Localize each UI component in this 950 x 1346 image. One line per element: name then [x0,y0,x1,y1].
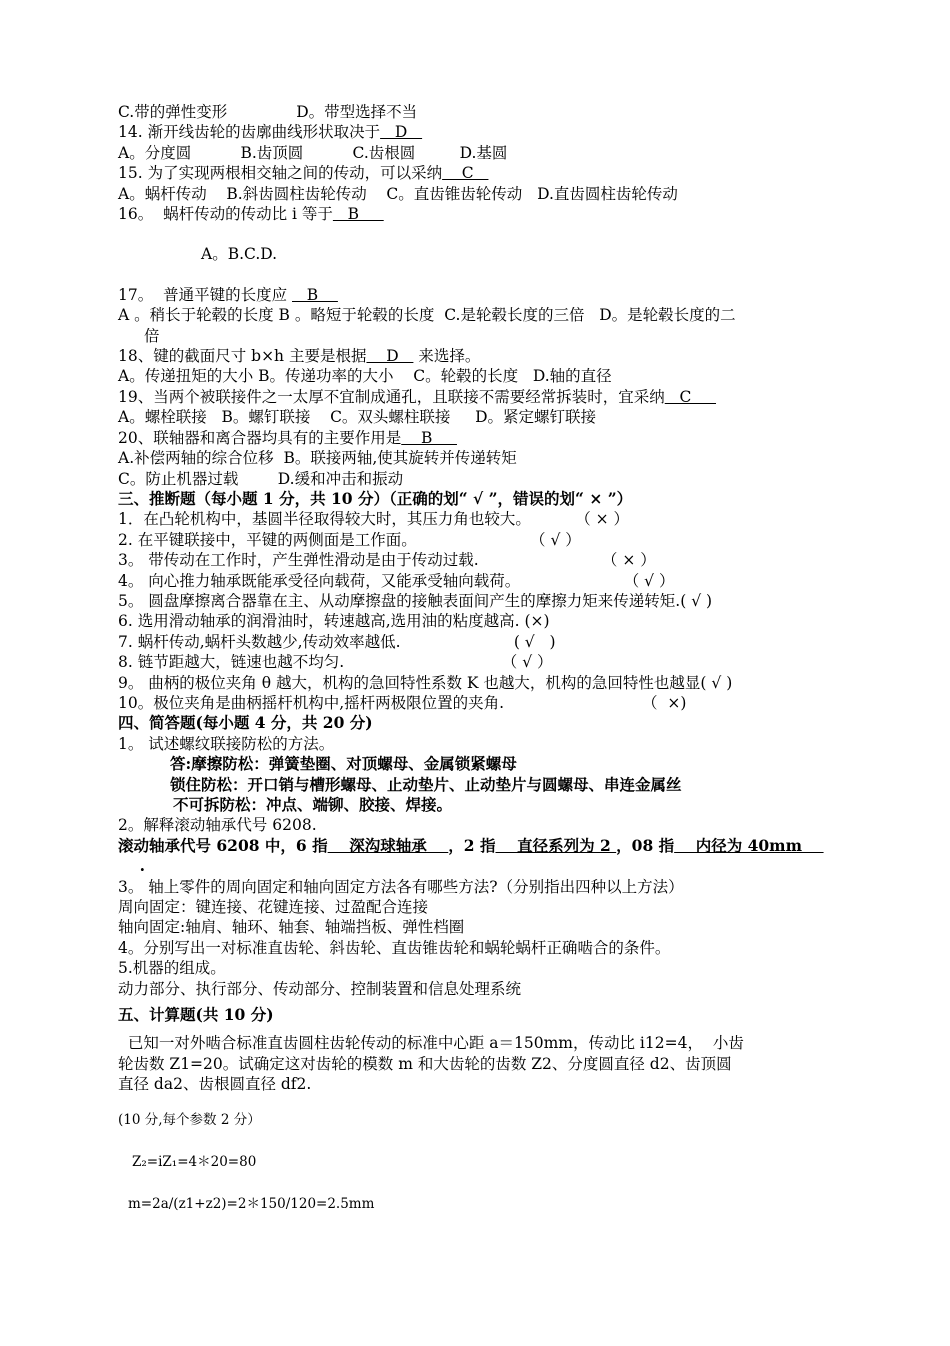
question-19: 19、当两个被联接件之一太厚不宜制成通孔，且联接不需要经常拆装时，宜采纳 C [118,387,717,406]
question-17: 17。 普通平键的长度应 B [118,285,338,304]
answer-blank: 深沟球轴承 [327,835,449,855]
options-20-a: A.补偿两轴的综合位移 B。联接两轴,使其旋转并传递转矩 [118,449,517,468]
judge-10: 10。极位夹角是曲柄摇杆机构中,摇杆两极限位置的夹角. （ ×) [118,693,687,712]
short-q1: 1。 试述螺纹联接防松的方法。 [118,734,335,753]
calc-step-m: m=2a/(z1+z2)=2＊150/120=2.5mm [128,1195,375,1212]
question-18: 18、键的截面尺寸 b×h 主要是根据 D 来选择。 [118,347,481,366]
options-16: A。B.C.D. [201,245,278,264]
options-19: A。螺栓联接 B。螺钉联接 C。双头螺柱联接 D。紧定螺钉联接 [118,408,596,427]
section-5-heading: 五、计算题(共 10 分) [118,1005,274,1025]
answer-blank: C [664,387,717,406]
short-q2: 2。解释滚动轴承代号 6208. [118,816,317,835]
question-20: 20、联轴器和离合器均具有的主要作用是 B [118,428,457,447]
document-page [118,102,838,1213]
question-16: 16。 蜗杆传动的传动比 i 等于 B [118,205,384,224]
calc-problem-line3: 直径 da2、齿根圆直径 df2. [118,1075,312,1094]
answer-blank: C [442,164,489,183]
judge-6: 6. 选用滑动轴承的润滑油时，转速越高,选用油的粘度越高. (×) [118,612,550,631]
answer-blank: 直径系列为 2 [495,835,617,855]
judge-8: 8. 链节距越大，链速也越不均匀. （ √ ） [118,653,553,672]
options-15: A。蜗杆传动 B.斜齿圆柱齿轮传动 C。直齿锥齿轮传动 D.直齿圆柱齿轮传动 [118,184,678,203]
answer-1-line3: 不可拆防松：冲点、端铆、胶接、焊接。 [173,795,453,814]
options-18: A。传递扭矩的大小 B。传递功率的大小 C。轮毂的长度 D.轴的直径 [118,367,612,386]
answer-3-line1: 周向固定：键连接、花键连接、过盈配合连接 [118,898,429,917]
answer-blank: 内径为 40mm [674,835,824,855]
options-14: A。分度圆 B.齿顶圆 C.齿根圆 D.基圆 [118,143,508,162]
answer-blank: D [380,123,423,142]
answer-2-cont: . [118,856,145,876]
answer-3-line2: 轴向固定:轴肩、轴环、轴套、轴端挡板、弹性档圈 [118,918,465,937]
calc-step-z2: Z₂=iZ₁=4＊20=80 [132,1153,257,1170]
short-q3: 3。 轴上零件的周向固定和轴向固定方法各有哪些方法?（分别指出四种以上方法） [118,877,684,896]
answer-2: 滚动轴承代号 6208 中，6 指 深沟球轴承 ，2 指 直径系列为 2 ，08 指 内径为 40mm [118,835,824,855]
options-17-cont: 倍 [144,326,160,345]
answer-blank: B [332,205,384,224]
judge-5: 5。 圆盘摩擦离合器靠在主、从动摩擦盘的接触表面间产生的摩擦力矩来传递转矩.( √ ) [118,591,713,610]
question-15: 15. 为了实现两根相交轴之间的传动，可以采纳 C [118,164,489,183]
answer-blank: D [366,347,414,366]
calc-problem-line2: 轮齿数 Z1=20。试确定这对齿轮的模数 m 和大齿轮的齿数 Z2、分度圆直径 d2、齿顶圆 [118,1054,732,1073]
answer-5: 动力部分、执行部分、传动部分、控制装置和信息处理系统 [118,979,522,998]
options-20-b: C。防止机器过载 D.缓和冲击和振动 [118,469,404,488]
judge-9: 9。 曲柄的极位夹角 θ 越大，机构的急回特性系数 K 也越大，机构的急回特性也越显( √ ) [118,673,733,692]
answer-1-line2: 锁住防松：开口销与槽形螺母、止动垫片、止动垫片与圆螺母、串连金属丝 [170,774,682,794]
judge-4: 4。 向心推力轴承既能承受径向载荷，又能承受轴向载荷。 （ √ ） [118,571,675,590]
section-4-heading: 四、简答题(每小题 4 分，共 20 分) [118,713,373,733]
section-3-heading: 三、推断题（每小题 1 分，共 10 分）（正确的划“ √ ”，错误的划“ × ”） [118,488,633,508]
answer-blank: B [401,428,457,447]
short-q4: 4。分别写出一对标准直齿轮、斜齿轮、直齿锥齿轮和蜗轮蜗杆正确啮合的条件。 [118,938,671,957]
judge-2: 2. 在平键联接中，平键的两侧面是工作面。 （ √ ） [118,530,581,549]
short-q5: 5.机器的组成。 [118,959,226,978]
answer-1-line1: 答:摩擦防松：弹簧垫圈、对顶螺母、金属锁紧螺母 [170,754,517,774]
answer-blank: B [292,285,338,304]
judge-1: 1．在凸轮机构中，基圆半径取得较大时，其压力角也较大。 （ × ） [118,510,630,529]
calc-score-note: (10 分,每个参数 2 分） [118,1111,261,1128]
question-14: 14. 渐开线齿轮的齿廓曲线形状取决于 D [118,123,423,142]
judge-7: 7. 蜗杆传动,蜗杆头数越少,传动效率越低. ( √ ) [118,632,556,651]
option-line: C.带的弹性变形 D。带型选择不当 [118,103,418,121]
options-17: A 。稍长于轮毂的长度 B 。略短于轮毂的长度 C.是轮毂长度的三倍 D。是轮毂长度的二 [118,306,736,325]
judge-3: 3。 带传动在工作时，产生弹性滑动是由于传动过载. （ × ） [118,551,656,570]
calc-problem-line1: 已知一对外啮合标准直齿圆柱齿轮传动的标准中心距 a＝150mm，传动比 i12=4， 小齿 [118,1034,744,1053]
